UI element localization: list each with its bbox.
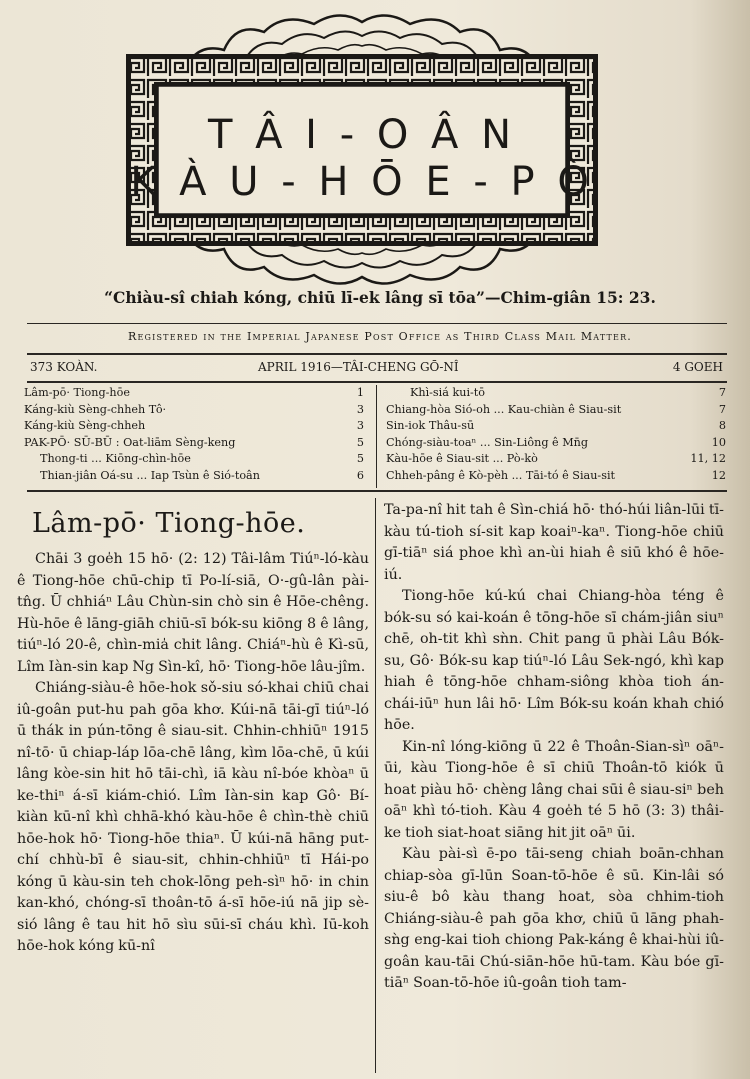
contents-item: Lâm-pō· Tiong-hōe 1 bbox=[24, 386, 364, 399]
article-paragraph: Ta-pa-nî hit tah ê Sìn-chiá hō· thó-húi liân-lūi tī-kàu tú-tioh sí-sit kap koaiⁿ-kaⁿ. Tiong-hōe chiū gī-tiāⁿ siá phoe khì an-ùi hiah ê siū khó ê hōe-iú. bbox=[384, 502, 724, 583]
issue-line bbox=[28, 360, 725, 378]
contents-left-column bbox=[24, 385, 364, 484]
table-of-contents bbox=[24, 385, 729, 488]
article-right-column bbox=[384, 500, 724, 995]
contents-item: PAK-PŌ· SŪ-BŪ : Oat-liām Sèng-keng 5 bbox=[24, 435, 364, 449]
contents-item: Sin-iok Thâu-sū 8 bbox=[386, 419, 726, 432]
column-divider bbox=[375, 498, 376, 1073]
contents-item: Thian-jiân Oá-su ... Iap Tsùn ê Sió-toân 6 bbox=[40, 468, 364, 482]
contents-item: Kàu-hōe ê Siau-sit ... Pò-kò 11, 12 bbox=[386, 452, 726, 465]
contents-item: Thong-ti ... Kiōng-chìn-hōe 5 bbox=[40, 452, 364, 465]
article-paragraph: Kin-nî lóng-kiōng ū 22 ê Thoân-Sian-sìⁿ oāⁿ-ūi, kàu Tiong-hōe ê sī chiū Thoân-tō kiók ū hoat piàu hō· chèng lâng chai sūi ê siau-siⁿ beh oāⁿ khì tó-tioh. Kàu 4 goe̍h té 5 hō (3: 3) thâi-ke tioh siat-hoat siāng hit jit oāⁿ ūi. bbox=[384, 738, 724, 841]
contents-item: Chóng-siàu-toaⁿ ... Sin-Liông ê Mn̄g 10 bbox=[386, 435, 726, 449]
contents-item: Khì-siá kui-tō 7 bbox=[410, 386, 726, 399]
article-paragraph: Chiáng-siàu-ê hōe-hok sǒ-siu só-khai chiū chai iû-goân put-hu pah gōa khơ. Kúi-nā tāi-gī tiúⁿ-ló ū thák in pún-tōng ê siau-sit. Chhin-chhiūⁿ 1915 nî-tō· ū chiap-láp lōa-chē lâng, kìm lōa-chē, ū kúi lâng kòe-sin hit hō tāi-chì, iā kàu nî-bóe khòaⁿ ū ke-thiⁿ á-sī kiám-chió. Lîm Iàn-sin kap Gô· Bí-kiàn kū-nî khì chhā-khó kàu-hōe ê chìn-thè chiū hōe-hok hō· Tiong-hōe thiaⁿ. Ū kúi-nā hāng put-chí chhù-bī ê siau-sit, chhin-chhiūⁿ tī Hái-po kóng ū kàu-sin teh chok-lōng peh-sìⁿ hō· in chin kan-khó, chóng-sī thoân-tō á-sī hōe-iú nā jip sè-sió lâng ê tau hit hō sìu sūi-sī cháu khì. Iū-koh hōe-hok kóng kū-nî bbox=[17, 680, 369, 954]
divider bbox=[27, 490, 727, 492]
article-paragraph: Kàu pài-sì ē-po tāi-seng chiah boān-chhan chiap-sòa gī-lūn Soan-tō-hōe ê sū. Kin-lâi só siu-ê bô kàu thang hoat, sòa chhim-tioh Chiáng-siàu-ê pah gōa khơ, chiū ū lāng phah-sǹg eng-kai tioh chiong Pak-káng ê khai-hùi iû-goân kau-tāi Chú-siān-hōe hū-tam. Kàu bóe gī-tiāⁿ Soan-tō-hōe iû-goân tioh tam- bbox=[384, 846, 724, 991]
issue-month: 4 GOEH bbox=[672, 360, 723, 374]
contents-item: Káng-kiù Sèng-chheh Tô· 3 bbox=[24, 402, 364, 416]
contents-right-column bbox=[386, 385, 726, 484]
article-paragraph: Chāi 3 goe̍h 15 hō· (2: 12) Tâi-lâm Tiúⁿ-ló-kàu ê Tiong-hōe chū-chip tī Po-lí-siā, O·-gû-lân pài-tn̂g. Ū chhiáⁿ Lâu Chùn-sin chò sin ê Hōe-chêng. Hù-hōe ê lāng-giāh chiū-sī bók-su kiōng 8 ê lâng, tiúⁿ-ló 20-ê, chìn-mia̍ chit lâng. Chiáⁿ-hù ê Kì-sū, Lîm Iàn-sin kap Ng Sìn-kî, hō· Tiong-hōe lâu-jîm. bbox=[17, 551, 369, 675]
divider bbox=[27, 323, 727, 324]
contents-item: Chheh-pâng ê Kò-pèh ... Tāi-tó ê Siau-sit 12 bbox=[386, 468, 726, 482]
masthead-title-line1: T Â I - O Â N bbox=[207, 112, 517, 158]
contents-divider bbox=[376, 385, 377, 488]
article-heading: Lâm-pō· Tiong-hōe. bbox=[32, 508, 306, 539]
article-left-column bbox=[17, 508, 369, 958]
issue-date: APRIL 1916—TÂI-CHENG GŌ-NÎ bbox=[258, 360, 459, 374]
volume-number: 373 KOÀN. bbox=[30, 360, 98, 374]
divider bbox=[27, 381, 727, 383]
masthead-title-line2: K À U - H Ō E - P Ò bbox=[130, 159, 594, 205]
divider bbox=[27, 353, 727, 355]
motto: “Chiàu-sî chiah kóng, chiū lī-ek lâng sī tōa”—Chim-giân 15: 23. bbox=[104, 288, 656, 307]
registration-notice: Registered in the Imperial Japanese Post Office as Third Class Mail Matter. bbox=[128, 330, 632, 343]
contents-item: Chiang-hòa Sió-oh ... Kau-chiàn ê Siau-sit 7 bbox=[386, 402, 726, 416]
contents-item: Káng-kiù Sèng-chheh 3 bbox=[24, 419, 364, 432]
article-paragraph: Tiong-hōe kú-kú chai Chiang-hòa téng ê bók-su só kai-koán ê tōng-hōe sī chám-jiân siuⁿ chē, oh-tit khì sǹn. Chit pang ū phài Lâu Bók-su, Gô· Bók-su kap tiúⁿ-ló Lâu Sek-ngó, khì kap hiah ê tōng-hōe chham-siông khòa tioh án-chái-iūⁿ hun lâi hō· Lîm Bók-su koán khah chió hōe. bbox=[384, 588, 724, 733]
masthead bbox=[124, 12, 600, 287]
